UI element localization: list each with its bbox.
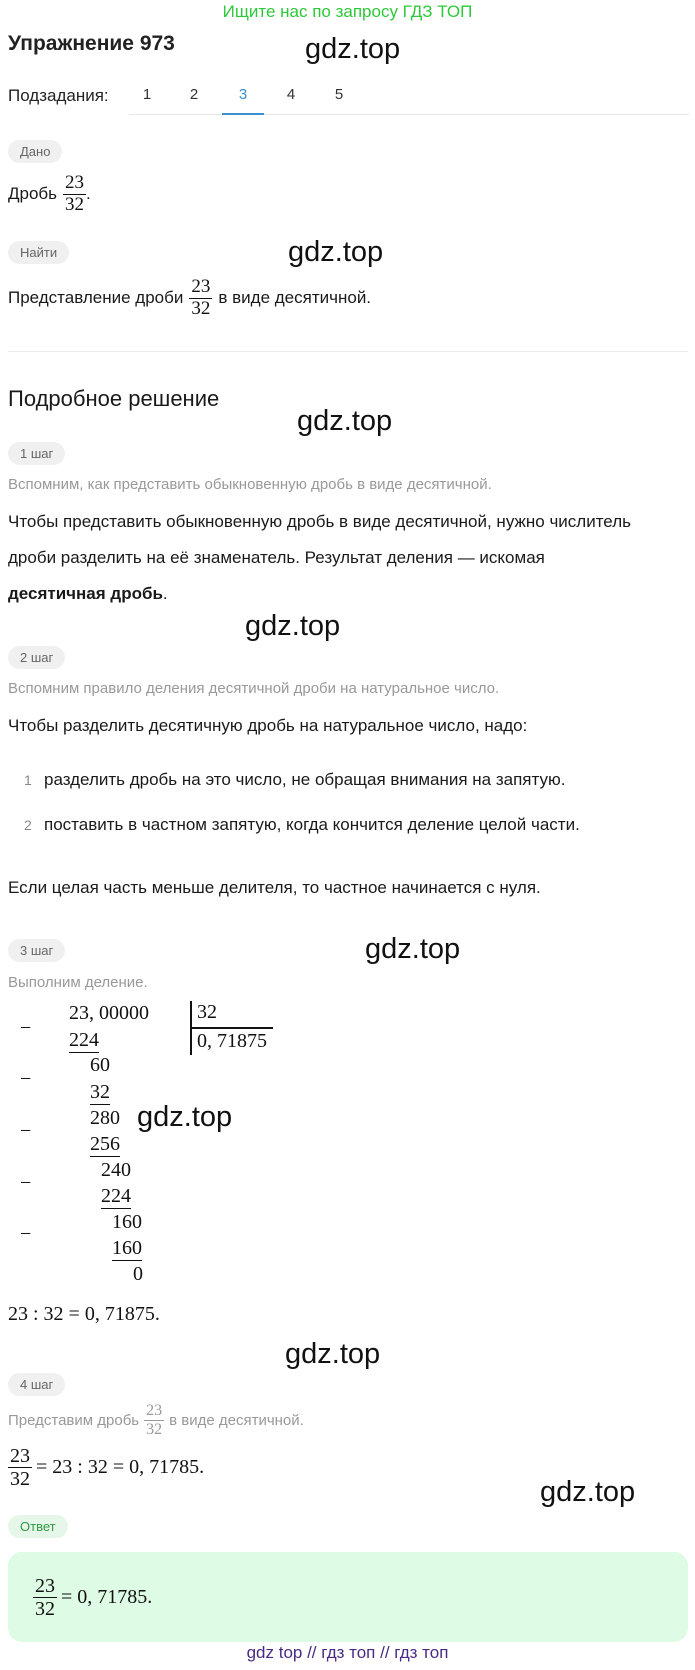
watermark: gdz.top xyxy=(365,933,461,965)
given-pill: Дано xyxy=(8,140,62,163)
step4-hint-denominator: 32 xyxy=(146,1420,163,1438)
answer-eq: = 0, 71785. xyxy=(61,1585,153,1608)
answer-pill: Ответ xyxy=(8,1515,68,1538)
find-after: в виде десятичной. xyxy=(218,288,372,307)
step2-pill: 2 шаг xyxy=(8,646,65,669)
find-text xyxy=(8,272,371,324)
active-tab-indicator xyxy=(222,113,264,115)
step2-hint: Вспомним правило деления десятичной дроби на натуральное число. xyxy=(8,680,500,697)
answer-equation xyxy=(33,1570,152,1624)
step1-line1: Чтобы представить обыкновенную дробь в виде десятичной, нужно числитель xyxy=(8,512,631,531)
minus-sign: − xyxy=(20,1120,32,1142)
step4-denominator: 32 xyxy=(10,1467,30,1490)
footer-links[interactable]: gdz top // гдз топ // гдз топ xyxy=(246,1643,449,1662)
remainder-2: 280 xyxy=(90,1107,120,1129)
subtrahend-3: 256 xyxy=(90,1133,120,1155)
step4-pill: 4 шаг xyxy=(8,1373,65,1396)
given-denominator: 32 xyxy=(65,193,85,215)
minus-sign: − xyxy=(20,1017,32,1039)
subtasks-label: Подзадания: xyxy=(8,86,109,105)
list-item-1: разделить дробь на это число, не обращая внимания на запятую. xyxy=(44,770,566,789)
step4-hint-fraction xyxy=(144,1402,164,1438)
step3-pill: 3 шаг xyxy=(8,939,65,962)
divisor: 32 xyxy=(197,1001,217,1023)
step4-hint-before: Представим дробь xyxy=(8,1411,140,1429)
section-divider xyxy=(8,351,688,352)
find-before: Представление дроби xyxy=(8,288,184,307)
search-banner: Ищите нас по запросу ГДЗ ТОП xyxy=(222,2,473,21)
subtrahend-4: 224 xyxy=(101,1185,131,1207)
watermark: gdz.top xyxy=(137,1101,233,1133)
watermark: gdz.top xyxy=(245,610,341,642)
remainder-1: 60 xyxy=(90,1054,110,1076)
watermark: gdz.top xyxy=(288,236,384,268)
minus-sign: − xyxy=(20,1223,32,1245)
step1-bold-end: . xyxy=(162,584,168,603)
watermark: gdz.top xyxy=(285,1338,381,1370)
step1-hint: Вспомним, как представить обыкновенную дробь в виде десятичной. xyxy=(8,476,492,493)
find-pill: Найти xyxy=(8,241,69,264)
remainder-3: 240 xyxy=(101,1159,131,1181)
step1-bold: десятичная дробь xyxy=(8,584,163,603)
subtrahend-1: 224 xyxy=(69,1029,99,1051)
step4-hint-after: в виде десятичной. xyxy=(169,1411,304,1429)
step4-fraction xyxy=(8,1445,32,1490)
subtrahend-5: 160 xyxy=(112,1237,142,1259)
tabs-divider xyxy=(129,114,689,115)
given-period: . xyxy=(86,184,91,203)
given-numerator: 23 xyxy=(65,171,85,193)
answer-denominator: 32 xyxy=(35,1597,55,1620)
find-numerator: 23 xyxy=(191,275,211,297)
step1-line3 xyxy=(8,584,168,604)
step4-numerator: 23 xyxy=(10,1444,30,1467)
dividend: 23, 00000 xyxy=(69,1002,149,1024)
watermark: gdz.top xyxy=(305,33,401,65)
answer-fraction xyxy=(33,1575,57,1620)
find-fraction xyxy=(189,277,212,320)
tab-5[interactable]: 5 xyxy=(334,86,344,103)
final-remainder: 0 xyxy=(133,1263,143,1285)
quotient-line xyxy=(191,1027,273,1029)
watermark: gdz.top xyxy=(540,1476,636,1508)
tab-2[interactable]: 2 xyxy=(189,86,199,103)
answer-numerator: 23 xyxy=(35,1574,55,1597)
division-result: 23 : 32 = 0, 71875. xyxy=(8,1303,160,1325)
step2-note: Если целая часть меньше делителя, то частное начинается с нуля. xyxy=(8,878,541,897)
list-index-2: 2 xyxy=(24,817,32,833)
step3-hint: Выполним деление. xyxy=(8,974,148,991)
list-index-1: 1 xyxy=(24,772,32,788)
quotient: 0, 71875 xyxy=(197,1030,267,1052)
step2-intro: Чтобы разделить десятичную дробь на натуральное число, надо: xyxy=(8,716,528,735)
given-fraction xyxy=(63,173,86,216)
solution-title: Подробное решение xyxy=(8,386,220,411)
step4-hint xyxy=(8,1396,304,1444)
given-label: Дробь xyxy=(8,184,58,203)
minus-sign: − xyxy=(20,1172,32,1194)
given-text xyxy=(8,168,91,220)
step4-equation xyxy=(8,1440,204,1494)
tab-1[interactable]: 1 xyxy=(142,86,152,103)
remainder-4: 160 xyxy=(112,1211,142,1233)
find-denominator: 32 xyxy=(191,297,211,319)
subtrahend-2: 32 xyxy=(90,1081,110,1103)
step1-pill: 1 шаг xyxy=(8,442,65,465)
tab-3[interactable]: 3 xyxy=(238,86,248,103)
page-title: Упражнение 973 xyxy=(8,32,175,55)
step1-line2: дроби разделить на её знаменатель. Результат деления — искомая xyxy=(8,548,545,567)
tab-4[interactable]: 4 xyxy=(286,86,296,103)
minus-sign: − xyxy=(20,1068,32,1090)
watermark: gdz.top xyxy=(297,405,393,437)
list-item-2: поставить в частном запятую, когда кончится деление целой части. xyxy=(44,815,580,834)
step4-hint-numerator: 23 xyxy=(146,1401,163,1419)
step4-eq: = 23 : 32 = 0, 71785. xyxy=(36,1455,205,1478)
